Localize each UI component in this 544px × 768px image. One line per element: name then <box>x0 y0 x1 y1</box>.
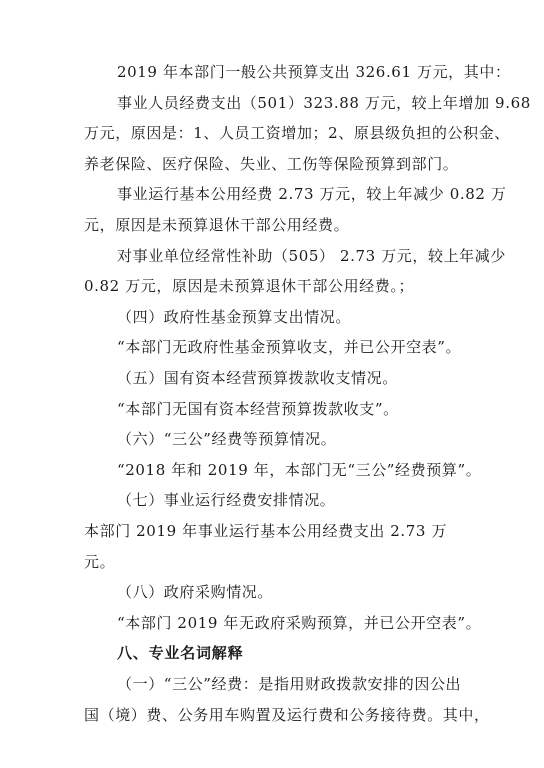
paragraph-public-funds-line-1: 事业运行基本公用经费 2.73 万元，较上年减少 0.82 万 <box>117 185 507 204</box>
definition-1-line-2: 国（境）费、公务用车购置及运行费和公务接待费。其中， <box>84 705 490 724</box>
section-4-heading: （四）政府性基金预算支出情况。 <box>117 307 352 326</box>
section-6-statement: “2018 年和 2019 年，本部门无“三公”经费预算”。 <box>117 460 482 479</box>
section-7-statement-line-1: 本部门 2019 年事业运行基本公用经费支出 2.73 万 <box>84 522 448 540</box>
section-6-heading: （六）“三公”经费等预算情况。 <box>117 430 337 449</box>
section-8-statement: “本部门 2019 年无政府采购预算，并已公开空表”。 <box>117 613 482 632</box>
section-8-title-heading: 八、专业名词解释 <box>117 644 244 663</box>
paragraph-public-funds-line-2: 元，原因是未预算退休干部公用经费。 <box>84 216 350 234</box>
section-4-statement: “本部门无政府性基金预算收支，并已公开空表”。 <box>117 338 462 357</box>
definition-1-line-1: （一）“三公”经费：是指用财政拨款安排的因公出 <box>117 675 462 693</box>
paragraph-subsidy-line-2: 0.82 万元，原因是未预算退休干部公用经费。； <box>84 277 415 296</box>
paragraph-personnel-line-3: 养老保险、医疗保险、失业、工伤等保险预算到部门。 <box>84 154 459 173</box>
paragraph-subsidy-line-1: 对事业单位经常性补助（505） 2.73 万元，较上年减少 <box>117 246 506 265</box>
section-7-heading: （七）事业运行经费安排情况。 <box>117 491 336 510</box>
section-7-statement-line-2: 元。 <box>84 552 116 571</box>
section-5-heading: （五）国有资本经营预算拨款收支情况。 <box>117 369 398 387</box>
section-5-statement: “本部门无国有资本经营预算拨款收支”。 <box>117 399 399 418</box>
paragraph-personnel-line-2: 万元，原因是：1、人员工资增加；2、原县级负担的公积金、 <box>84 124 510 143</box>
paragraph-personnel-line-1: 事业人员经费支出（501）323.88 万元，较上年增加 9.68 <box>117 93 531 112</box>
section-8-heading: （八）政府采购情况。 <box>117 583 274 602</box>
paragraph-budget-total: 2019 年本部门一般公共预算支出 326.61 万元，其中： <box>117 63 511 81</box>
